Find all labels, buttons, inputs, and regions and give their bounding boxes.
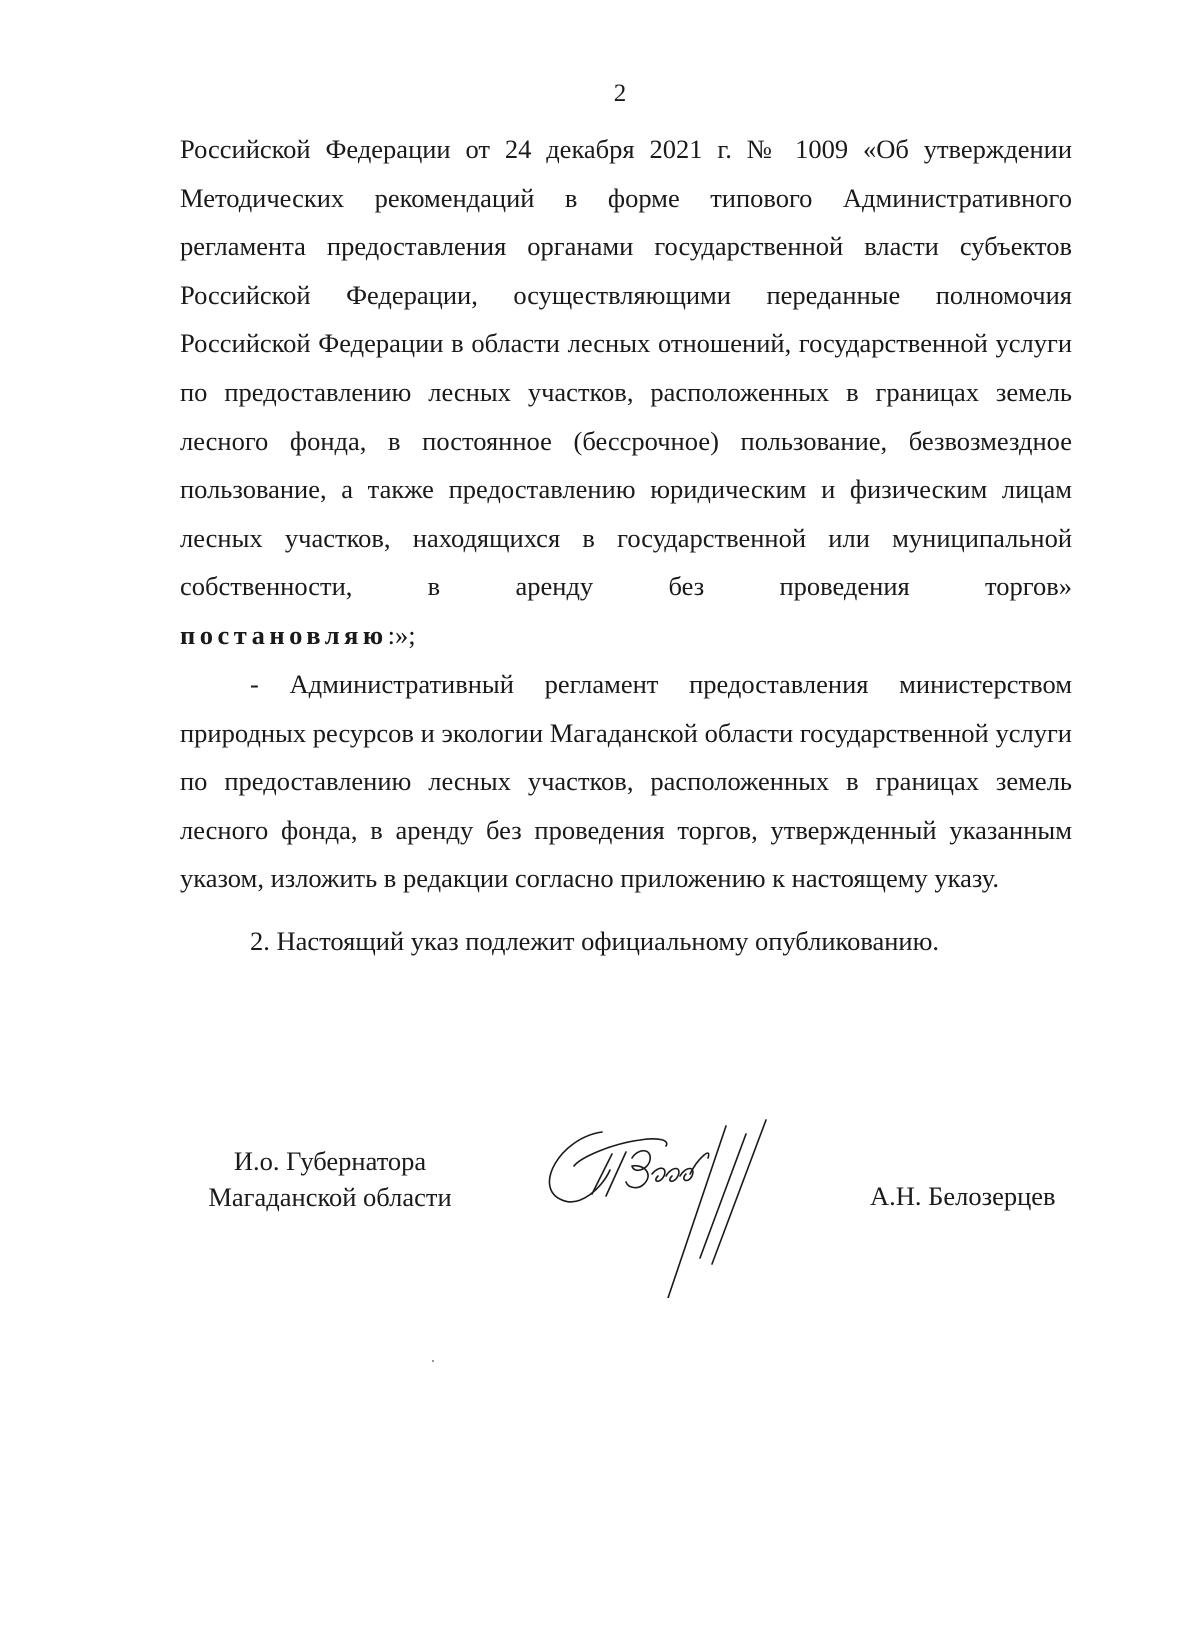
scan-speck <box>432 1360 434 1362</box>
paragraph-amendment: - Административный регламент предоставления министерством природных ресурсов и экологии Магаданской области государственной услуги по предоставлению лесных участков, расположенных в границах земель лесного фонда, в аренду без проведения торгов, утвержденный указанным указом, изложить в редакции согласно приложению к настоящему указу. <box>180 669 1072 894</box>
publication-paragraph-block <box>180 917 1072 966</box>
decree-verb: постановляю <box>180 620 388 650</box>
main-paragraph <box>180 125 1072 611</box>
signatory-name: А.Н. Белозерцев <box>870 1181 1056 1211</box>
decree-verb-line <box>180 611 1072 660</box>
amendment-paragraph-block <box>180 660 1072 903</box>
page-number: 2 <box>613 80 627 107</box>
paragraph-decree-reference: Российской Федерации от 24 декабря 2021 г. № 1009 «Об утверждении Методических рекомендаций в форме типового Административного регламента предоставления органами государственной власти субъектов Российской Федерации, осуществляющими переданные полномочия Российской Федерации в области лесных отношений, государственной услуги по предоставлению лесных участков, расположенных в границах земель лесного фонда, в постоянное (бессрочное) пользование, безвозмездное пользование, а также предоставлению юридическим и физическим лицам лесных участков, находящихся в государственной или муниципальной собственности, в аренду без проведения торгов» <box>180 134 1072 602</box>
signatory-position-line2: Магаданской области <box>208 1182 452 1212</box>
paragraph-publication: 2. Настоящий указ подлежит официальному опубликованию. <box>250 926 940 956</box>
decree-verb-tail: :»; <box>387 620 416 650</box>
signatory-position-line1: И.о. Губернатора <box>233 1146 427 1176</box>
handwritten-signature <box>540 1118 800 1298</box>
signatory-position <box>180 1143 480 1215</box>
